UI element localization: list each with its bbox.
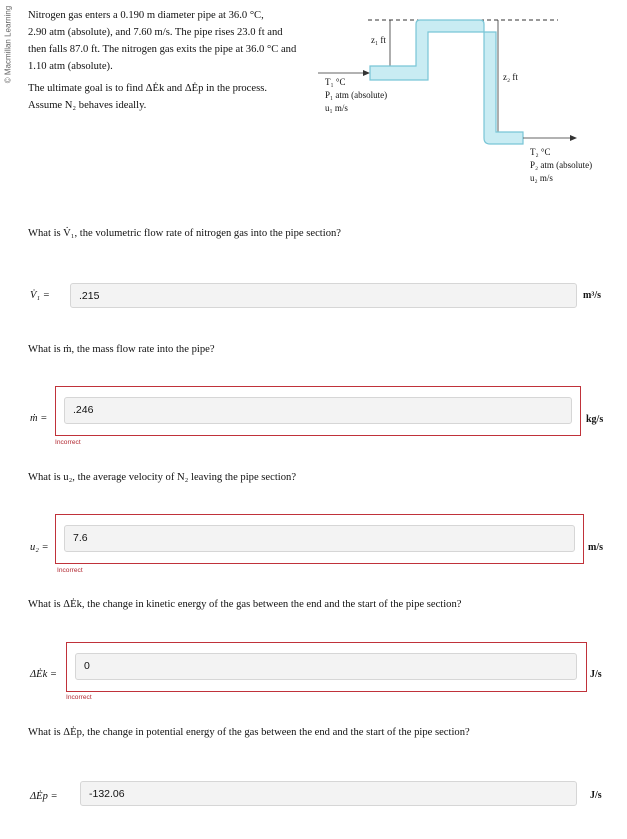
z2-label: z₂ ft xyxy=(503,72,518,82)
unit-kgs: kg/s xyxy=(586,414,604,425)
inlet-temperature: T₁ °C xyxy=(325,77,346,87)
outlet-temperature: T₂ °C xyxy=(530,147,551,157)
problem-line: Nitrogen gas enters a 0.190 m diameter pipe at 36.0 °C, xyxy=(28,10,264,21)
unit-js-kinetic: J/s xyxy=(590,669,602,680)
question-kinetic-energy: What is ΔĖk, the change in kinetic energy of the gas between the end and the start of the pipe section? xyxy=(28,599,462,610)
problem-line: 2.90 atm (absolute), and 7.60 m/s. The pipe rises 23.0 ft and xyxy=(28,27,283,38)
question-mass-flow: What is ṁ, the mass flow rate into the pipe? xyxy=(28,344,215,355)
outlet-conditions xyxy=(530,146,592,185)
outlet-pressure: P₂ atm (absolute) xyxy=(530,160,593,170)
mass-flow-status: Incorrect xyxy=(55,439,81,446)
inlet-pressure: P₁ atm (absolute) xyxy=(325,90,388,100)
inlet-conditions xyxy=(325,76,387,115)
brand-watermark: © Macmillan Learning xyxy=(3,5,13,84)
symbol-delta-ep: ΔĖp = xyxy=(30,791,58,802)
kinetic-energy-status: Incorrect xyxy=(66,694,92,701)
pipe-shape xyxy=(370,20,523,144)
inlet-velocity: u₁ m/s xyxy=(325,103,348,113)
symbol-u2: u₂ = xyxy=(30,542,49,553)
goal-line: The ultimate goal is to find ΔĖk and ΔĖp in the process. xyxy=(28,83,267,94)
symbol-delta-ek: ΔĖk = xyxy=(30,669,57,680)
unit-js-potential: J/s xyxy=(590,790,602,801)
outlet-arrowhead xyxy=(570,135,577,141)
outlet-velocity: u₂ m/s xyxy=(530,173,553,183)
problem-statement xyxy=(28,7,318,75)
question-volumetric-flow: What is V̇₁, the volumetric flow rate of nitrogen gas into the pipe section? xyxy=(28,228,341,239)
goal-line: Assume N₂ behaves ideally. xyxy=(28,100,147,111)
potential-energy-input[interactable]: -132.06 xyxy=(80,781,577,806)
goal-statement xyxy=(28,80,313,114)
unit-m3s: m³/s xyxy=(583,290,601,301)
question-exit-velocity: What is u₂, the average velocity of N₂ leaving the pipe section? xyxy=(28,472,297,483)
unit-ms: m/s xyxy=(588,542,603,553)
mass-flow-input[interactable]: .246 xyxy=(64,397,572,424)
symbol-mdot: ṁ = xyxy=(30,413,48,424)
z1-label: z₁ ft xyxy=(371,35,386,45)
problem-line: then falls 87.0 ft. The nitrogen gas exits the pipe at 36.0 °C and xyxy=(28,44,297,55)
question-potential-energy: What is ΔĖp, the change in potential energy of the gas between the end and the start of the pipe section? xyxy=(28,727,470,738)
volumetric-flow-input[interactable]: .215 xyxy=(70,283,577,308)
problem-line: 1.10 atm (absolute). xyxy=(28,61,113,72)
exit-velocity-status: Incorrect xyxy=(57,567,83,574)
symbol-v1: V̇₁ = xyxy=(30,290,50,301)
exit-velocity-input[interactable]: 7.6 xyxy=(64,525,575,552)
kinetic-energy-input[interactable]: 0 xyxy=(75,653,577,680)
